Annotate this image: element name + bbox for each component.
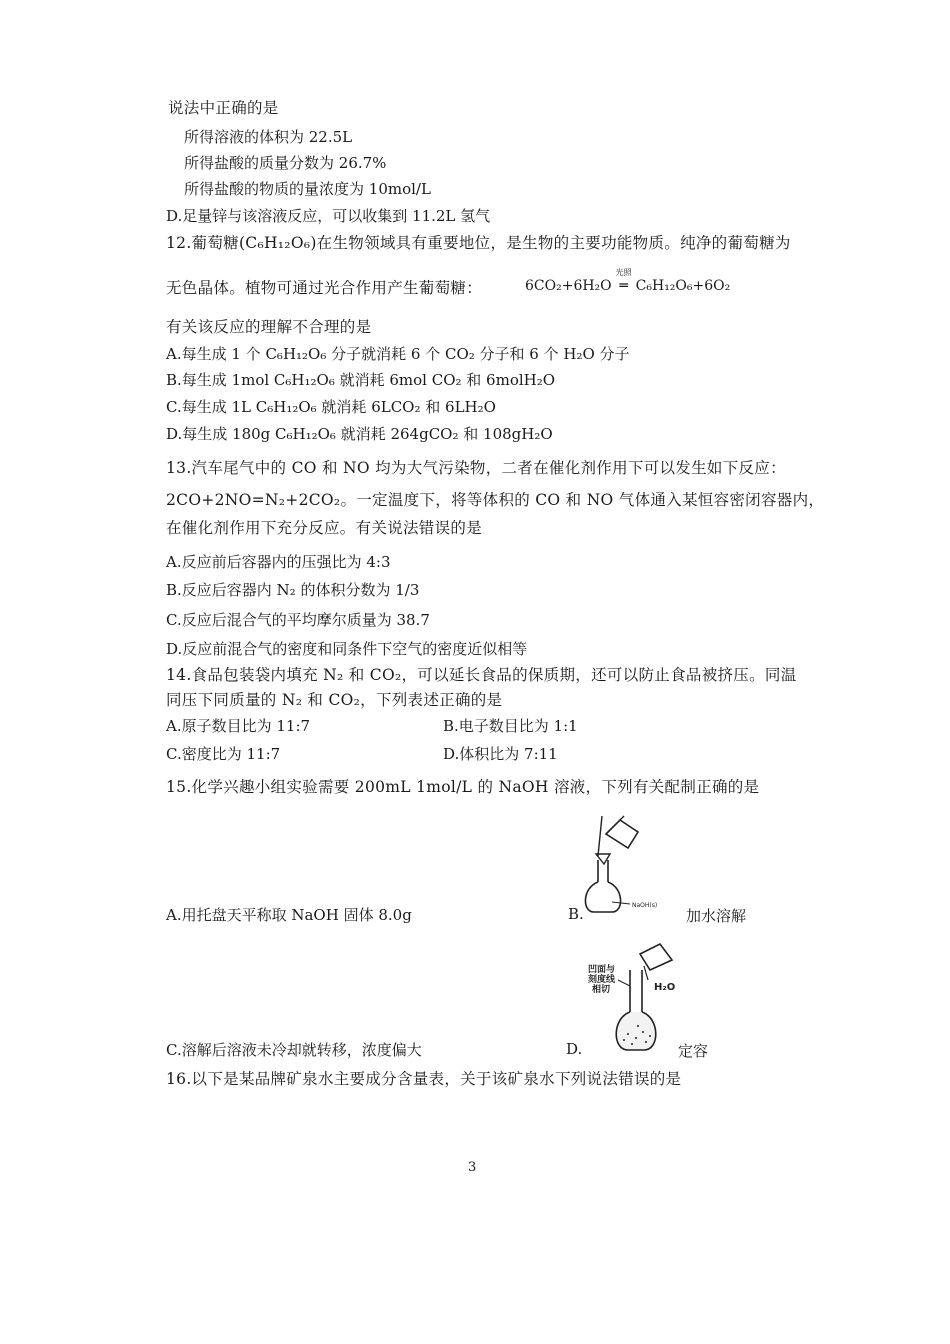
q13-option-d: D.反应前混合气的密度和同条件下空气的密度近似相等 (166, 640, 528, 658)
q11-option-c: 所得盐酸的物质的量浓度为 10mol/L (184, 180, 431, 198)
equation-right: C₆H₁₂O₆+6O₂ (635, 278, 731, 294)
equation-arrow: 光照 ═ (612, 278, 636, 294)
equation-condition: 光照 (615, 268, 632, 277)
q15-option-d-letter: D. (566, 1040, 583, 1058)
q14-stem-line1: 14.食品包装袋内填充 N₂ 和 CO₂，可以延长食品的保质期，还可以防止食品被挤压。同温 (166, 666, 797, 684)
dissolve-figure (580, 812, 690, 922)
q12-option-c: C.每生成 1L C₆H₁₂O₆ 就消耗 6LCO₂ 和 6LH₂O (166, 398, 496, 416)
q12-option-b: B.每生成 1mol C₆H₁₂O₆ 就消耗 6mol CO₂ 和 6molH₂O (166, 371, 556, 389)
q12-stem-line1: 12.葡萄糖(C₆H₁₂O₆)在生物领域具有重要地位，是生物的主要功能物质。纯净的葡萄糖为 (166, 234, 791, 252)
water-label: H₂O (654, 982, 676, 993)
q13-stem-line3: 在催化剂作用下充分反应。有关说法错误的是 (166, 519, 483, 537)
q12-equation (525, 268, 731, 294)
q15-option-b-letter: B. (568, 905, 584, 923)
side-label-2: 刻度线 (588, 975, 616, 985)
q12-option-d: D.每生成 180g C₆H₁₂O₆ 就消耗 264gCO₂ 和 108gH₂O (166, 425, 553, 443)
q16-stem: 16.以下是某品牌矿泉水主要成分含量表，关于该矿泉水下列说法错误的是 (166, 1070, 682, 1088)
equation-left: 6CO₂+6H₂O (525, 278, 612, 294)
side-label-3: 相切 (592, 985, 611, 995)
q14-option-d: D.体积比为 7:11 (443, 745, 558, 763)
q13-stem-line1: 13.汽车尾气中的 CO 和 NO 均为大气污染物，二者在催化剂作用下可以发生如下反应： (166, 459, 786, 477)
q11-option-d: D.足量锌与该溶液反应，可以收集到 11.2L 氢气 (166, 207, 491, 225)
fill-to-mark-figure (588, 940, 688, 1060)
q15-stem: 15.化学兴趣小组实验需要 200mL 1mol/L 的 NaOH 溶液，下列有关配制正确的是 (166, 778, 760, 796)
q12-option-a: A.每生成 1 个 C₆H₁₂O₆ 分子就消耗 6 个 CO₂ 分子和 6 个 H₂O 分子 (166, 345, 630, 363)
q14-option-c: C.密度比为 11:7 (166, 745, 281, 763)
page-number: 3 (468, 1160, 477, 1175)
q11-option-b: 所得盐酸的质量分数为 26.7% (184, 154, 387, 172)
naoh-label: NaOH(s) (632, 902, 658, 909)
q14-stem-line2: 同压下同质量的 N₂ 和 CO₂，下列表述正确的是 (166, 691, 503, 709)
q13-option-a: A.反应前后容器内的压强比为 4:3 (166, 553, 391, 571)
q13-option-c: C.反应后混合气的平均摩尔质量为 38.7 (166, 611, 430, 629)
q15-option-a: A.用托盘天平称取 NaOH 固体 8.0g (166, 906, 412, 924)
q12-stem-line2: 无色晶体。植物可通过光合作用产生葡萄糖： (166, 279, 483, 297)
q15-option-b-caption: 加水溶解 (686, 907, 747, 925)
q12-question: 有关该反应的理解不合理的是 (166, 318, 372, 336)
q15-option-d-caption: 定容 (678, 1042, 709, 1060)
side-label-1: 凹面与 (588, 965, 616, 975)
q13-option-b: B.反应后容器内 N₂ 的体积分数为 1/3 (166, 581, 420, 599)
q11-option-a: 所得溶液的体积为 22.5L (184, 128, 353, 146)
q14-option-a: A.原子数目比为 11:7 (166, 717, 311, 735)
q14-option-b: B.电子数目比为 1:1 (443, 717, 578, 735)
q13-stem-line2: 2CO+2NO=N₂+2CO₂。一定温度下，将等体积的 CO 和 NO 气体通入某恒容密闭容器内， (166, 491, 825, 509)
q11-stem-tail: 说法中正确的是 (168, 99, 279, 117)
q15-option-c: C.溶解后溶液未冷却就转移，浓度偏大 (166, 1041, 422, 1059)
